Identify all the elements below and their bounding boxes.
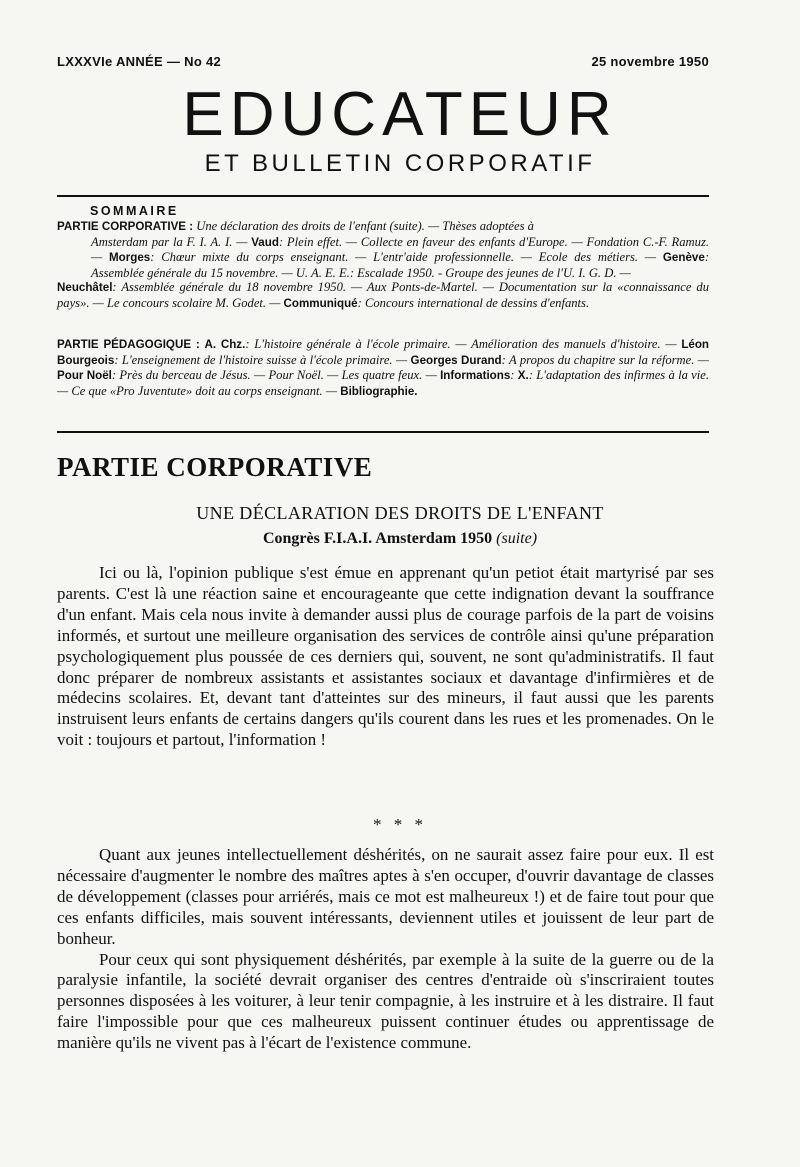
sommaire-text: : A propos du chapitre sur la réforme. — <box>501 352 709 367</box>
sommaire-author: Morges <box>109 251 151 264</box>
issue-header <box>57 54 709 69</box>
sommaire-author: Pour Noël <box>57 369 112 382</box>
article-title: UNE DÉCLARATION DES DROITS DE L'ENFANT <box>196 503 604 523</box>
sommaire-author: Bibliographie. <box>340 384 418 398</box>
sommaire-author: Georges Durand <box>410 353 502 367</box>
sommaire-corporative-label: PARTIE CORPORATIVE : <box>57 220 194 233</box>
sommaire-text: Amsterdam par la F. I. A. I. — <box>91 234 252 249</box>
asterism-separator: * * * <box>373 815 427 834</box>
sommaire-author: A. Chz. <box>204 338 246 351</box>
bottom-divider <box>57 431 709 433</box>
sommaire-author: Informations <box>440 369 511 382</box>
paragraph: Ici ou là, l'opinion publique s'est émue en apprenant qu'un petiot était martyrisé par ses parents. C'est là une réaction saine et encourageante que cette indignation devant la souffrance d'un enfant. Mais cela nous invite à demander aussi plus de courage parfois de la part de voisins informés, et surtout une meilleure organisation des services de contrôle ainsi qu'une préparation psychologiquement plus poussée de ces derniers qui, souvent, ne sont qu'administratifs. Il faut donc préparer de nombreux assistants et assistantes sociaux et davantage d'infirmières et de médecins scolaires. Et, devant tant d'atteintes sur des mineurs, il faut aussi que les parents instruisent leurs enfants de certains dangers qu'ils courent dans les rues et les promenades. On le voit : toujours et partout, l'information ! <box>57 563 714 750</box>
sommaire-text: : Près du berceau de Jésus. — Pour Noël. — Les quatre feux. — <box>111 368 441 382</box>
sommaire-author: Léon Bourgeois <box>57 338 710 367</box>
sommaire-author: X. <box>517 369 529 382</box>
sommaire-text: : Chœur mixte du corps enseignant. — <box>150 250 367 264</box>
article-subtitle-main: Congrès F.I.A.I. Amsterdam 1950 <box>262 530 493 547</box>
article-subtitle-note: (suite) <box>496 530 538 547</box>
journal-title: EDUCATEUR <box>182 80 618 149</box>
sommaire-text: : L'histoire générale à l'école primaire. — Amélioration des manuels d'histoire. — <box>245 337 682 351</box>
sommaire-pedagogique <box>57 337 709 399</box>
sommaire-author: Neuchâtel <box>57 281 113 294</box>
sommaire-text: : Assemblée générale du <box>91 250 710 280</box>
sommaire-text: L'entr'aide professionnelle. — Ecole des métiers. — <box>373 250 663 264</box>
sommaire-text: : Assemblée générale du 18 novembre 1950. — Aux Ponts-de-Martel. — Documentation sur la «connaissance du pays». — Le concours scolaire M. Godet. — <box>57 280 709 310</box>
article-subtitle <box>0 530 780 548</box>
sommaire-text: d'Europe. — Fondation C.-F. Ramuz. — <box>91 234 709 264</box>
section-title: PARTIE CORPORATIVE <box>57 452 373 482</box>
journal-subtitle: ET BULLETIN CORPORATIF <box>204 150 596 177</box>
sommaire-author: Vaud <box>251 235 279 249</box>
sommaire-text: : L'enseignement de l'histoire suisse à l'école primaire. — <box>114 352 411 367</box>
sommaire-text: : Concours international de dessins d'enfants. <box>357 295 590 310</box>
issue-date: 25 novembre 1950 <box>591 54 709 69</box>
sommaire-corporative <box>57 219 709 311</box>
sommaire-author: Communiqué <box>283 296 358 310</box>
paragraph: Pour ceux qui sont physiquement déshérités, par exemple à la suite de la guerre ou de la paralysie infantile, la société devrait organiser des centres d'entraide où s'inscriraient toutes personnes disposées à les voiturer, à leur tenir compagnie, à les instruire et à les distraire. Il faut faire l'impossible pour que ces malheureux puissent continuer études ou apprentissage de manière qu'ils ne vivent pas à l'écart de l'existence commune. <box>57 949 714 1053</box>
sommaire-pedagogique-label: PARTIE PÉDAGOGIQUE : <box>57 338 200 351</box>
sommaire-text: : L'adaptation des infirmes à la vie. — Ce que «Pro Juventute» doit au corps enseignant. — <box>57 368 709 398</box>
sommaire-text: Une déclaration des droits de l'enfant (suite). — Thèses adoptées à <box>193 219 534 233</box>
sommaire-text: : Plein effet. — Collecte en faveur des enfants <box>278 234 516 249</box>
sommaire-heading: SOMMAIRE <box>90 204 179 218</box>
top-divider <box>57 195 709 197</box>
article-body-part1 <box>57 563 714 751</box>
sommaire-continuation <box>57 235 709 281</box>
issue-number: LXXXVIe ANNÉE — No 42 <box>57 54 222 69</box>
article-body-part2 <box>57 845 714 1054</box>
sommaire-text: 15 novembre. — U. A. E. E.: Escalade 1950. - Groupe des jeunes de l'U. I. G. D. — <box>210 265 631 280</box>
sommaire-author: Genève <box>662 251 705 264</box>
sommaire-text: : <box>510 368 518 382</box>
paragraph: Quant aux jeunes intellectuellement déshérités, on ne saurait assez faire pour eux. Il est nécessaire d'augmenter le nombre des maîtres aptes à s'en occuper, d'ouvrir davantage de classes de développement (classes pour arriérés, mais ce mot est malheureux !) et de faire tout pour que ces enfants difficiles, mais souvent intéressants, deviennent utiles et jouissent de leur part de bonheur. <box>57 845 714 948</box>
